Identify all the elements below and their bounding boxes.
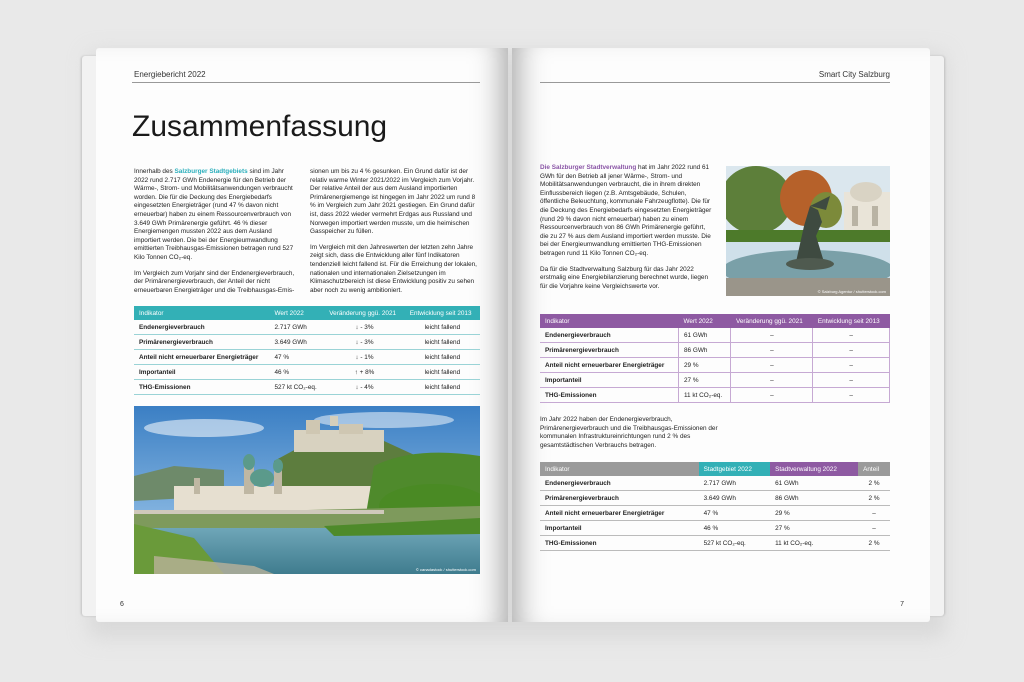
indicator-cell: Anteil nicht erneuerbarer Energieträger bbox=[134, 350, 270, 365]
right-header-rule bbox=[540, 82, 890, 83]
table-row bbox=[540, 358, 890, 373]
value-cell: 11 kt CO₂-eq. bbox=[678, 388, 731, 403]
right-page-number: 7 bbox=[900, 601, 904, 608]
value-cell: – bbox=[813, 343, 890, 358]
share-paragraph: Im Jahr 2022 haben der Endenergieverbrauch, Primärenergieverbrauch und die Treibhausgas-Emissionen der kommunalen Infrastruktureinrichtungen rund 2 % des gesamtstädtischen Verbrauchs betragen. bbox=[540, 416, 718, 449]
value-cell: 29 % bbox=[678, 358, 731, 373]
stadtgebiet-header-0: Indikator bbox=[134, 306, 270, 320]
value-cell: 27 % bbox=[770, 521, 858, 536]
value-cell: – bbox=[858, 521, 890, 536]
value-cell: 3.649 GWh bbox=[699, 491, 771, 506]
value-cell: 2.717 GWh bbox=[270, 320, 325, 335]
comparison-paragraph: Im Vergleich zum Vorjahr sind der Endenergieverbrauch, der Primärenergieverbrauch, der Anteil der nicht erneuerbaren Energieträger und die Treibhausgas-Emis- bbox=[134, 269, 295, 294]
stadtverwaltung-header-3: Entwicklung seit 2013 bbox=[813, 314, 890, 328]
value-cell: ↓ - 4% bbox=[324, 380, 404, 395]
table-row bbox=[540, 491, 890, 506]
value-cell: – bbox=[731, 358, 813, 373]
intro-paragraph: Innerhalb des Salzburger Stadtgebiets sind im Jahr 2022 rund 2.717 GWh Endenergie für den Betrieb der Wärme-, Strom- und Mobilitätsanwendungen verbraucht worden. Die für die Deckung des Energiebedarfs eingesetzten Energieträger (rund 47 % davon nicht erneuerbar) haben zu einem Ressourcenverbrauch von 3.649 GWh Primärenergie geführt. 46 % dieser Energiemengen mussten 2022 aus dem Ausland importiert werden. Die bei der Energieumwandlung emittierten Treibhausgas-Emissionen betragen rund 527 Kilo Tonnen CO₂-eq. bbox=[134, 168, 294, 261]
stadtgebiet-header-3: Entwicklung seit 2013 bbox=[405, 306, 480, 320]
value-cell: 527 kt CO₂-eq. bbox=[270, 380, 325, 395]
table-row bbox=[540, 343, 890, 358]
value-cell: 86 GWh bbox=[678, 343, 731, 358]
photo-credit: © canadastock / shutterstock.com bbox=[415, 567, 476, 572]
value-cell: 46 % bbox=[270, 365, 325, 380]
value-cell: – bbox=[731, 328, 813, 343]
indicator-cell: Anteil nicht erneuerbarer Energieträger bbox=[540, 358, 678, 373]
value-cell: 2 % bbox=[858, 536, 890, 551]
indicator-cell: Endenergieverbrauch bbox=[540, 476, 699, 491]
indicator-cell: THG-Emissionen bbox=[540, 388, 678, 403]
stadtgebiet-header-2: Veränderung ggü. 2021 bbox=[324, 306, 404, 320]
stadtverwaltung-header-0: Indikator bbox=[540, 314, 678, 328]
table-row bbox=[540, 328, 890, 343]
value-cell: ↓ - 3% bbox=[324, 335, 404, 350]
value-cell: 47 % bbox=[699, 506, 771, 521]
fountain-image bbox=[726, 166, 890, 296]
indicator-cell: Importanteil bbox=[540, 521, 699, 536]
right-text-column bbox=[540, 164, 714, 298]
table-row bbox=[540, 536, 890, 551]
table-row bbox=[540, 506, 890, 521]
table-row bbox=[134, 320, 480, 335]
stadtgebiet-table bbox=[134, 306, 480, 395]
mirabell-garden-photo bbox=[726, 166, 890, 296]
table-row bbox=[134, 350, 480, 365]
value-cell: 2.717 GWh bbox=[699, 476, 771, 491]
share-paragraph-block bbox=[540, 416, 730, 457]
value-cell: leicht fallend bbox=[405, 335, 480, 350]
indicator-cell: Endenergieverbrauch bbox=[134, 320, 270, 335]
value-cell: 11 kt CO₂-eq. bbox=[770, 536, 858, 551]
value-cell: – bbox=[813, 358, 890, 373]
table-row bbox=[540, 521, 890, 536]
indicator-cell: Primärenergieverbrauch bbox=[540, 491, 699, 506]
value-cell: 27 % bbox=[678, 373, 731, 388]
value-cell: leicht fallend bbox=[405, 350, 480, 365]
table-row bbox=[540, 388, 890, 403]
value-cell: 61 GWh bbox=[678, 328, 731, 343]
left-running-header: Energiebericht 2022 bbox=[134, 70, 206, 79]
left-page-number: 6 bbox=[120, 601, 124, 608]
right-photo-credit: © Salzburg Agentur / shutterstock.com bbox=[817, 289, 886, 294]
right-page-edges bbox=[928, 56, 944, 616]
value-cell: – bbox=[813, 373, 890, 388]
table-row bbox=[134, 365, 480, 380]
left-column-2 bbox=[310, 168, 480, 302]
value-cell: – bbox=[858, 506, 890, 521]
left-header-rule bbox=[132, 82, 480, 83]
trend-paragraph: Im Vergleich mit den Jahreswerten der letzten zehn Jahre zeigt sich, dass die Entwicklung aller fünf Indikatoren tendenziell leicht fallend ist. Für die Erreichung der lokalen, nationalen und internationalen Zielsetzungen im Klimaschutzbereich ist diese Entwicklung positiv zu sehen aber noch zu wenig ambitioniert. bbox=[310, 243, 477, 294]
table-row bbox=[134, 335, 480, 350]
value-cell: – bbox=[731, 373, 813, 388]
right-running-header: Smart City Salzburg bbox=[818, 70, 890, 79]
stadtverwaltung-paragraph: Die Salzburger Stadtverwaltung hat im Jahr 2022 rund 61 GWh für den Betrieb all jener Wärme-, Strom- und Mobilitätsanwendungen verbraucht, die in ihrem direkten Einflussbereich liegen (z.B. Amtsgebäude, Schulen, öffentliche Beleuchtung, kommunale Fahrzeugflotte). Die für die Deckung des Energiebedarfs eingesetzten Energieträger (rund 29 % davon nicht erneuerbar) haben zu einem Ressourcenverbrauch von 86 GWh Primärenergie geführt, die zu 27 % aus dem Ausland importiert werden musste. Die bei der Energieumwandlung emittierten THG-Emissionen betragen rund 11 Kilo Tonnen CO₂-eq. bbox=[540, 164, 712, 257]
reason-paragraph: sionen um bis zu 4 % gesunken. Ein Grund dafür ist der relativ warme Winter 2021/2022 im Vergleich zum Vorjahr. Der relative Anteil der aus dem Ausland importierten Primärenergiemenge ist hingegen im Jahr 2022 um rund 8 % im Vergleich zum Jahr 2021 gestiegen. Ein Grund dafür ist, dass 2022 wieder vermehrt Erdgas aus Russland und Norwegen importiert werden musste, um die heimischen Gasspeicher zu füllen. bbox=[310, 168, 476, 236]
value-cell: 3.649 GWh bbox=[270, 335, 325, 350]
indicator-cell: Importanteil bbox=[540, 373, 678, 388]
value-cell: ↓ - 1% bbox=[324, 350, 404, 365]
salzburg-panorama-image bbox=[134, 406, 480, 574]
table-row bbox=[540, 476, 890, 491]
no-comparison-paragraph: Da für die Stadtverwaltung Salzburg für das Jahr 2022 erstmalig eine Energiebilanzierung berechnet wurde, liegen für die Vorjahre keine Vergleichswerte vor. bbox=[540, 265, 709, 290]
indicator-cell: Primärenergieverbrauch bbox=[134, 335, 270, 350]
comparison-table bbox=[540, 462, 890, 551]
value-cell: 2 % bbox=[858, 491, 890, 506]
value-cell: 527 kt CO₂-eq. bbox=[699, 536, 771, 551]
indicator-cell: Anteil nicht erneuerbarer Energieträger bbox=[540, 506, 699, 521]
stadtverwaltung-header-1: Wert 2022 bbox=[678, 314, 731, 328]
indicator-cell: Endenergieverbrauch bbox=[540, 328, 678, 343]
comparison-header-2: Stadtverwaltung 2022 bbox=[770, 462, 858, 476]
value-cell: – bbox=[731, 388, 813, 403]
left-page bbox=[96, 48, 508, 622]
table-row bbox=[540, 373, 890, 388]
value-cell: 47 % bbox=[270, 350, 325, 365]
left-column-1 bbox=[134, 168, 298, 302]
highlight-stadtverwaltung: Die Salzburger Stadtverwaltung bbox=[540, 164, 637, 171]
value-cell: ↑ + 8% bbox=[324, 365, 404, 380]
value-cell: leicht fallend bbox=[405, 320, 480, 335]
comparison-header-3: Anteil bbox=[858, 462, 890, 476]
value-cell: 86 GWh bbox=[770, 491, 858, 506]
comparison-header-1: Stadtgebiet 2022 bbox=[699, 462, 771, 476]
value-cell: 46 % bbox=[699, 521, 771, 536]
highlight-stadtgebiet: Salzburger Stadtgebiets bbox=[174, 168, 248, 175]
stadtgebiet-header-1: Wert 2022 bbox=[270, 306, 325, 320]
indicator-cell: THG-Emissionen bbox=[540, 536, 699, 551]
salzburg-city-photo bbox=[134, 406, 480, 574]
value-cell: 61 GWh bbox=[770, 476, 858, 491]
indicator-cell: THG-Emissionen bbox=[134, 380, 270, 395]
table-row bbox=[134, 380, 480, 395]
value-cell: leicht fallend bbox=[405, 365, 480, 380]
value-cell: ↓ - 3% bbox=[324, 320, 404, 335]
value-cell: leicht fallend bbox=[405, 380, 480, 395]
stadtverwaltung-header-2: Veränderung ggü. 2021 bbox=[731, 314, 813, 328]
indicator-cell: Primärenergieverbrauch bbox=[540, 343, 678, 358]
comparison-header-0: Indikator bbox=[540, 462, 699, 476]
value-cell: 29 % bbox=[770, 506, 858, 521]
page-title: Zusammenfassung bbox=[132, 110, 388, 143]
indicator-cell: Importanteil bbox=[134, 365, 270, 380]
value-cell: – bbox=[813, 328, 890, 343]
value-cell: – bbox=[813, 388, 890, 403]
right-page bbox=[512, 48, 930, 622]
value-cell: 2 % bbox=[858, 476, 890, 491]
value-cell: – bbox=[731, 343, 813, 358]
stadtverwaltung-table bbox=[540, 314, 890, 403]
